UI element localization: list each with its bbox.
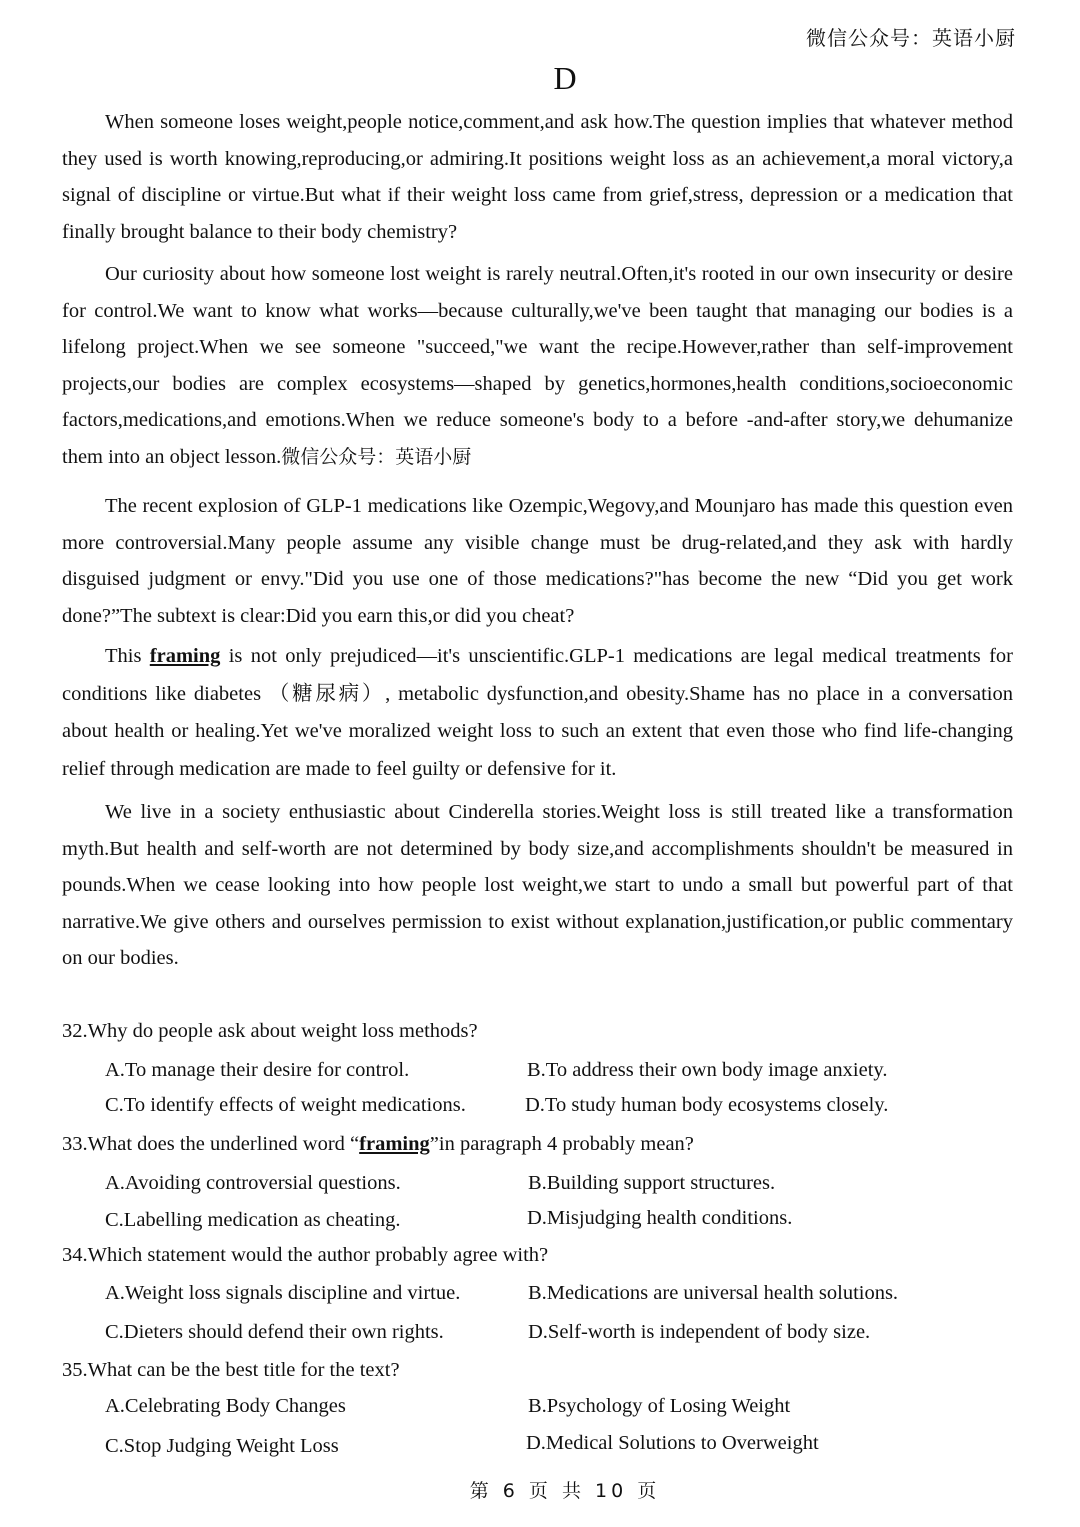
q35-option-a: A.Celebrating Body Changes xyxy=(105,1395,346,1417)
paragraph-4-after: is not only prejudiced—it's unscientific.GLP-1 medications are legal medical treatments for conditions like diabetes （糖尿病）, metabolic dysfunction,and obesity.Shame has no place in a conversation about health or healing.Yet we've moralized weight loss to such an extent that even those who find life-changing relief through medication are made to feel guilty or defensive for it. xyxy=(62,645,1014,780)
paragraph-4-before: This xyxy=(105,645,150,667)
paragraph-4 xyxy=(62,638,1013,788)
q34-option-c: C.Dieters should defend their own rights. xyxy=(105,1321,444,1343)
q33-option-c: C.Labelling medication as cheating. xyxy=(105,1209,401,1231)
q34-option-d: D.Self-worth is independent of body size. xyxy=(528,1321,871,1343)
q34-option-a: A.Weight loss signals discipline and virtue. xyxy=(105,1282,461,1304)
paragraph-1: When someone loses weight,people notice,comment,and ask how.The question implies that whatever method they used is worth knowing,reproducing,or admiring.It positions weight loss as an achievement,a moral victory,a signal of discipline or virtue.But what if their weight loss came from grief,stress, depression or a medication that finally brought balance to their body chemistry? xyxy=(62,111,1013,243)
q33-option-b: B.Building support structures. xyxy=(528,1172,776,1194)
paragraph-5: We live in a society enthusiastic about Cinderella stories.Weight loss is still treated like a transformation myth.But health and self-worth are not determined by body size,and accomplishments shouldn't be measured in pounds.When we cease looking into how people lost weight,we start to undo a small but powerful part of that narrative.We give others and ourselves permission to exist without explanation,justification,or public commentary on our bodies. xyxy=(62,801,1013,970)
watermark-text: 微信公众号：英语小厨 xyxy=(281,445,472,468)
source-header: 微信公众号：英语小厨 xyxy=(806,26,1016,50)
q34-option-b: B.Medications are universal health solutions. xyxy=(528,1282,899,1304)
q32-option-a: A.To manage their desire for control. xyxy=(105,1059,410,1081)
q35-option-b: B.Psychology of Losing Weight xyxy=(528,1395,791,1417)
q33-option-d: D.Misjudging health conditions. xyxy=(527,1207,793,1229)
paragraph-2 xyxy=(62,256,1013,476)
underlined-word: framing xyxy=(149,645,221,667)
q33-option-a: A.Avoiding controversial questions. xyxy=(105,1172,401,1194)
question-35-stem: 35.What can be the best title for the text? xyxy=(62,1359,400,1381)
q33-stem-before: 33.What does the underlined word “ xyxy=(62,1133,360,1155)
q33-underlined-word: framing xyxy=(359,1133,430,1155)
question-33-stem xyxy=(62,1133,694,1156)
section-title: D xyxy=(553,60,577,96)
question-32-stem: 32.Why do people ask about weight loss methods? xyxy=(62,1020,478,1042)
q35-option-c: C.Stop Judging Weight Loss xyxy=(105,1435,339,1457)
q32-option-c: C.To identify effects of weight medications. xyxy=(105,1094,466,1116)
q33-stem-after: ”in paragraph 4 probably mean? xyxy=(429,1133,694,1155)
q32-option-b: B.To address their own body image anxiety. xyxy=(527,1059,888,1081)
page-number: 第 6 页 共 10 页 xyxy=(469,1480,661,1502)
q35-option-d: D.Medical Solutions to Overweight xyxy=(526,1432,819,1454)
paragraph-2-text: Our curiosity about how someone lost weight is rarely neutral.Often,it's rooted in our own insecurity or desire for control.We want to know what works—because culturally,we've been taught that managing our bodies is a lifelong project.When we see someone "succeed,"we want the recipe.However,rather than self-improvement projects,our bodies are complex ecosystems—shaped by genetics,hormones,health conditions,socioeconomic factors,medications,and emotions.When we reduce someone's body to a before -and-after story,we dehumanize them into an object lesson. xyxy=(62,263,1013,468)
question-34-stem: 34.Which statement would the author probably agree with? xyxy=(62,1244,549,1266)
q32-option-d: D.To study human body ecosystems closely. xyxy=(525,1094,889,1116)
paragraph-3: The recent explosion of GLP-1 medications like Ozempic,Wegovy,and Mounjaro has made this question even more controversial.Many people assume any visible change must be drug-related,and they ask with hardly disguised judgment or envy."Did you use one of those medications?"has become the new “Did you get work done?”The subtext is clear:Did you earn this,or did you cheat? xyxy=(62,495,1013,627)
